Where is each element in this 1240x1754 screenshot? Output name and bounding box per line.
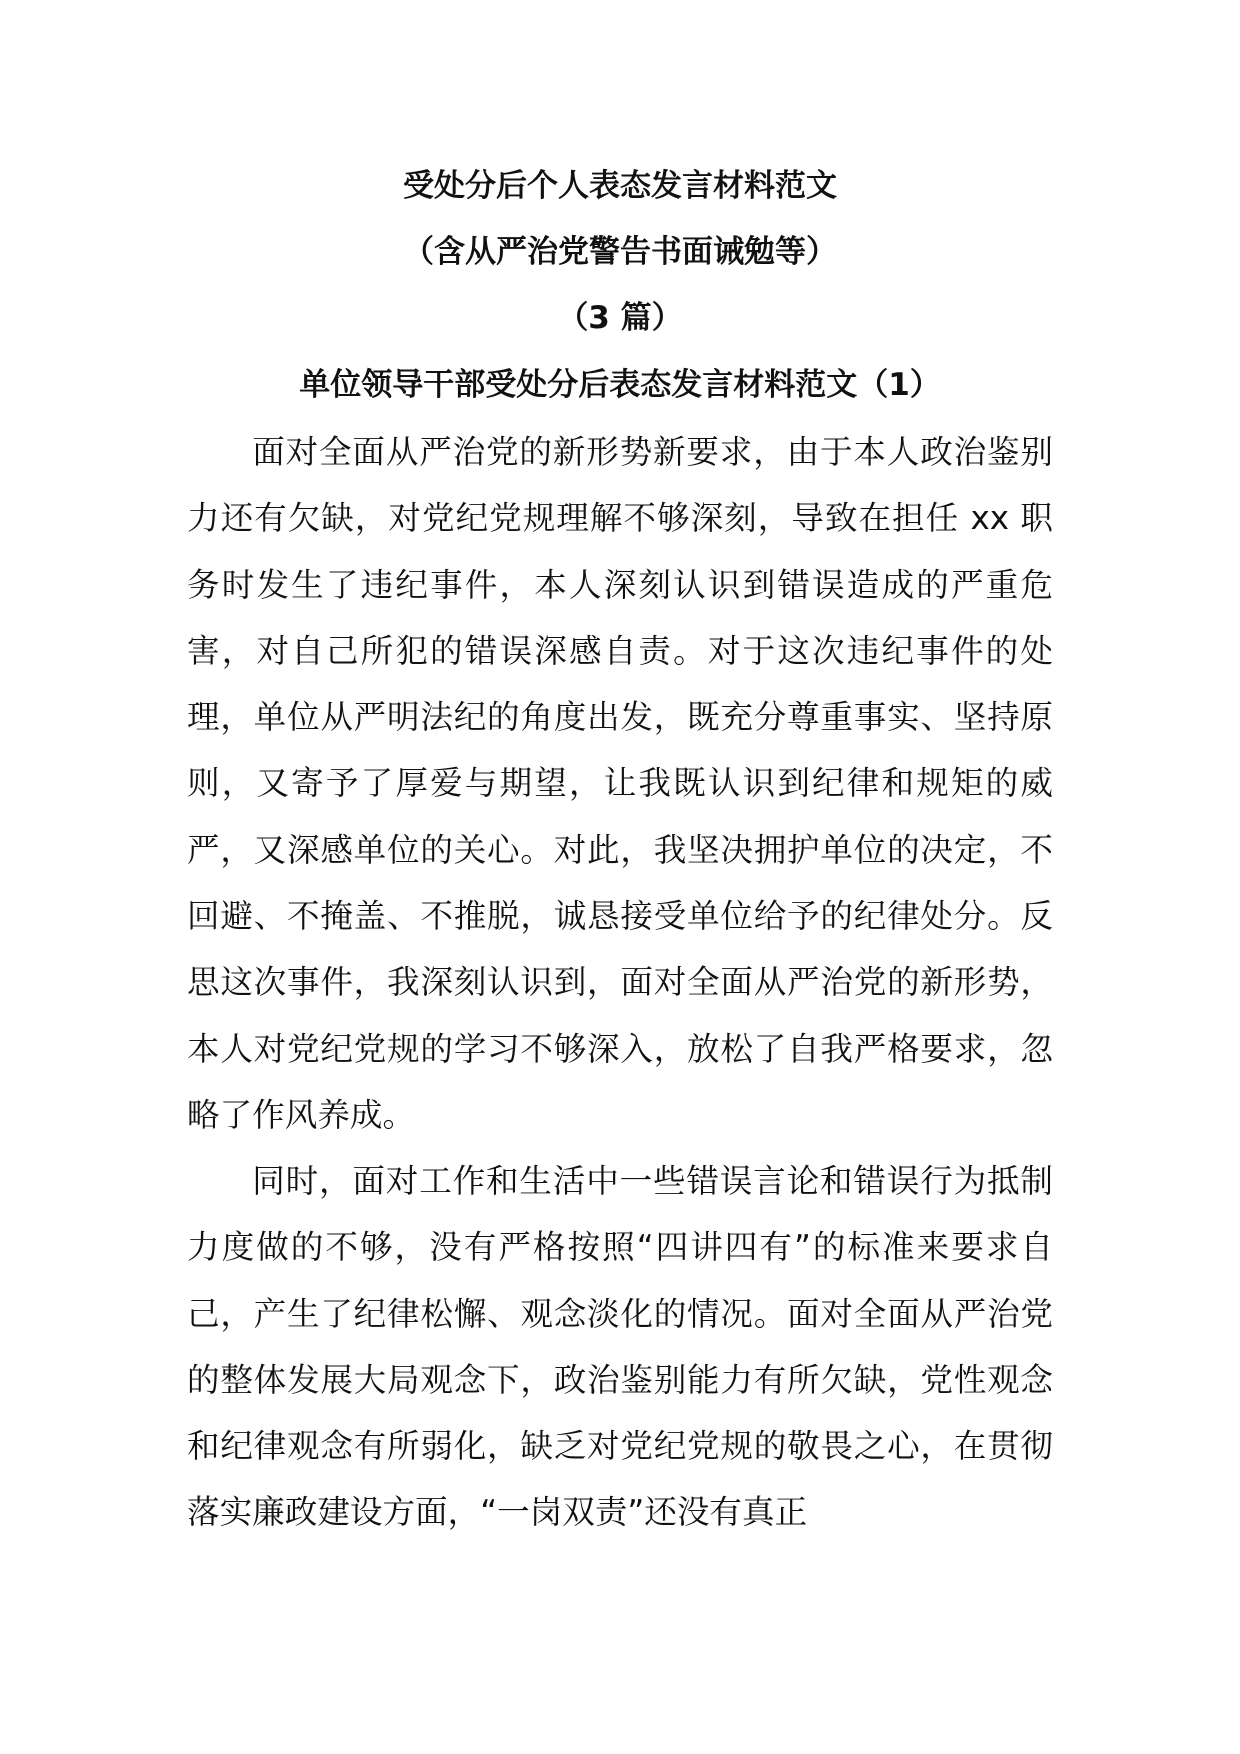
document-subtitle: （含从严治党警告书面诫勉等） <box>403 234 837 270</box>
section-title: 单位领导干部受处分后表态发言材料范文（1） <box>299 367 941 403</box>
document-count: （3 篇） <box>557 300 683 336</box>
body-paragraph-2: 同时，面对工作和生活中一些错误言论和错误行为抵制力度做的不够，没有严格按照“四讲四有”的标准来要求自己，产生了纪律松懈、观念淡化的情况。面对全面从严治党的整体发展大局观念下，政治鉴别能力有所欠缺，党性观念和纪律观念有所弱化，缺乏对党纪党规的敬畏之心，在贯彻落实廉政建设方面，“一岗双责”还没有真正 <box>187 1162 1053 1532</box>
body-paragraph-1: 面对全面从严治党的新形势新要求，由于本人政治鉴别力还有欠缺，对党纪党规理解不够深刻，导致在担任 xx 职务时发生了违纪事件，本人深刻认识到错误造成的严重危害，对自己所犯的错误深感自责。对于这次违纪事件的处理，单位从严明法纪的角度出发，既充分尊重事实、坚持原则，又寄予了厚爱与期望，让我既认识到纪律和规矩的威严，又深感单位的关心。对此，我坚决拥护单位的决定，不回避、不掩盖、不推脱，诚恳接受单位给予的纪律处分。反思这次事件，我深刻认识到，面对全面从严治党的新形势，本人对党纪党规的学习不够深入，放松了自我严格要求，忽略了作风养成。 <box>187 433 1053 1134</box>
document-page <box>187 0 1053 1754</box>
document-title: 受处分后个人表态发言材料范文 <box>403 168 837 204</box>
